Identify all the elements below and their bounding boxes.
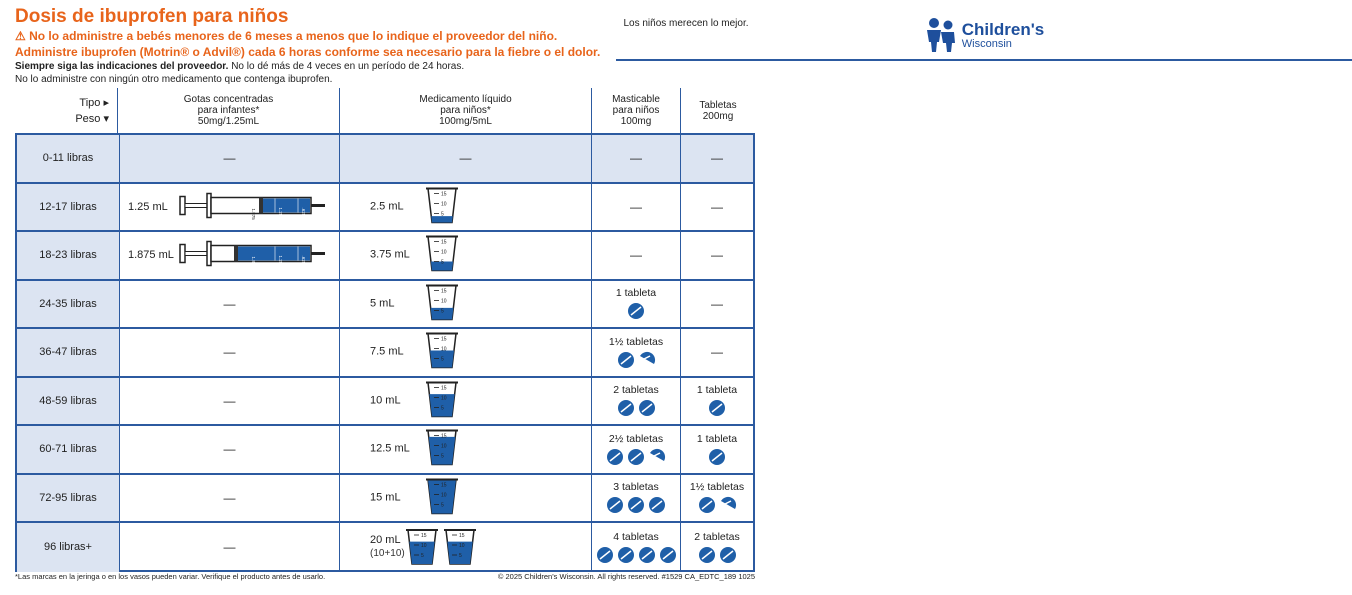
medicine-cup-icon — [405, 527, 439, 567]
drops-dose: 1.25 mL — [128, 200, 168, 213]
drops-cell — [120, 378, 340, 425]
chewable-cell — [592, 232, 681, 279]
weight-cell: 48-59 libras — [17, 378, 120, 425]
svg-text:.625: .625 — [301, 255, 306, 265]
tablet-group — [606, 496, 666, 514]
drops-cell — [120, 329, 340, 376]
chewable-dose: 1½ tabletas — [608, 335, 664, 348]
drops-cell — [120, 184, 340, 231]
warning-line-2: Administre ibuprofen (Motrin® o Advil®) cada 6 horas conforme sea necesario para la fiebre o el dolor. — [15, 45, 601, 59]
medicine-cup-icon — [425, 234, 459, 274]
tablet-icon — [617, 399, 635, 417]
liquid-cell — [340, 475, 592, 522]
tablets-cell — [681, 232, 753, 279]
weight-cell: 96 libras+ — [17, 523, 120, 572]
tablets-dose: 1½ tabletas — [689, 481, 745, 494]
svg-text:10: 10 — [441, 346, 447, 353]
drops-cell — [120, 426, 340, 473]
tablets-dose: 2 tabletas — [694, 530, 740, 543]
medicine-cup-icon — [425, 185, 459, 225]
note-line-2: No lo administre con ningún otro medicamento que contenga ibuprofen. — [15, 74, 333, 85]
brand-name: Children's Wisconsin — [961, 19, 1045, 50]
weight-cell: 60-71 libras — [17, 426, 120, 473]
svg-text:1.875: 1.875 — [251, 208, 256, 220]
medicine-cup-icon — [425, 331, 459, 371]
page-title: Dosis de ibuprofen para niños — [15, 6, 289, 27]
svg-text:15: 15 — [441, 288, 447, 295]
weight-cell: 12-17 libras — [17, 184, 120, 231]
tablet-icon — [708, 448, 726, 466]
table-row — [17, 329, 753, 378]
header-tablets: Tabletas 200mg — [699, 99, 737, 122]
dash: — — [630, 151, 642, 166]
tablet-icon — [648, 496, 666, 514]
weight-cell: 0-11 libras — [17, 135, 120, 182]
tablet-group — [698, 496, 737, 514]
tablet-group — [617, 351, 656, 369]
tablet-group — [698, 546, 737, 564]
chewable-cell — [592, 523, 681, 572]
svg-text:10: 10 — [441, 298, 447, 305]
liquid-dose: 15 mL — [370, 491, 401, 504]
svg-text:5: 5 — [441, 308, 444, 315]
liquid-cell — [340, 426, 592, 473]
dash: — — [711, 296, 723, 311]
chewable-dose: 2½ tabletas — [608, 432, 664, 445]
liquid-dose: 7.5 mL — [370, 345, 404, 358]
liquid-cell — [340, 232, 592, 279]
chewable-cell — [592, 378, 681, 425]
svg-text:10: 10 — [459, 543, 465, 550]
chewable-cell — [592, 135, 681, 182]
svg-text:5: 5 — [441, 259, 444, 266]
dash: — — [223, 442, 236, 457]
svg-text:1.875: 1.875 — [251, 256, 256, 269]
svg-text:5: 5 — [459, 553, 462, 560]
tablets-cell — [681, 475, 753, 522]
tablet-icon — [659, 546, 677, 564]
svg-text:15: 15 — [421, 533, 427, 540]
weight-cell: 18-23 libras — [17, 232, 120, 279]
chewable-dose: 4 tabletas — [613, 530, 659, 543]
tablet-icon — [719, 546, 737, 564]
copyright: © 2025 Children's Wisconsin. All rights reserved. #1529 CA_EDTC_189 1025 — [497, 572, 755, 581]
tablet-icon — [627, 496, 645, 514]
tablet-icon — [708, 399, 726, 417]
svg-text:10: 10 — [441, 395, 447, 402]
svg-text:5: 5 — [441, 405, 444, 412]
svg-text:5: 5 — [441, 356, 444, 363]
type-label: Tipo ▸ — [79, 96, 109, 109]
chewable-cell — [592, 329, 681, 376]
tablet-icon — [698, 496, 716, 514]
drops-cell — [120, 232, 340, 279]
warning-line-1: ⚠ No lo administre a bebés menores de 6 meses a menos que lo indique el proveedor del niño. — [15, 29, 558, 43]
liquid-dose: 10 mL — [370, 394, 401, 407]
svg-text:5: 5 — [421, 553, 424, 560]
tablet-group — [606, 448, 666, 466]
drops-cell — [120, 135, 340, 182]
svg-text:10: 10 — [441, 201, 447, 208]
dash: — — [223, 490, 236, 505]
liquid-cell — [340, 329, 592, 376]
table-row — [17, 426, 753, 475]
footnote: *Las marcas en la jeringa o en los vasos pueden variar. Verifique el producto antes de usarlo. — [15, 572, 326, 581]
medicine-cup-icon — [425, 476, 459, 516]
chewable-dose: 2 tabletas — [613, 384, 659, 397]
medicine-cup-icon — [425, 282, 459, 322]
table-row — [17, 475, 753, 524]
table-header — [15, 88, 755, 133]
svg-text:15: 15 — [441, 482, 447, 489]
header-liquid: Medicamento líquido para niños* 100mg/5mL — [340, 88, 592, 133]
half-tablet-icon — [638, 351, 656, 369]
table-row — [17, 523, 753, 572]
tablet-icon — [606, 496, 624, 514]
dash: — — [711, 151, 723, 166]
medicine-cup-icon — [425, 379, 459, 419]
weight-cell: 72-95 libras — [17, 475, 120, 522]
liquid-cell — [340, 378, 592, 425]
dash: — — [711, 199, 723, 214]
note-rest: No lo dé más de 4 veces en un período de 24 horas. — [228, 61, 465, 72]
brand-tagline: Los niños merecen lo mejor. — [623, 18, 749, 29]
svg-text:1.25: 1.25 — [278, 255, 283, 265]
tablet-icon — [627, 302, 645, 320]
svg-text:1.25: 1.25 — [278, 207, 283, 217]
drops-cell — [120, 475, 340, 522]
tablet-icon — [638, 399, 656, 417]
liquid-cell — [340, 523, 592, 572]
tablet-group — [627, 302, 645, 320]
table-row — [17, 378, 753, 427]
tablet-icon — [617, 546, 635, 564]
tablets-cell — [681, 135, 753, 182]
svg-text:10: 10 — [421, 543, 427, 550]
tablets-cell — [681, 523, 753, 572]
drops-cell — [120, 523, 340, 572]
svg-text:15: 15 — [441, 433, 447, 440]
svg-text:10: 10 — [441, 249, 447, 256]
chewable-dose: 3 tabletas — [613, 481, 659, 494]
medicine-cup-icon — [443, 527, 477, 567]
liquid-cell — [340, 184, 592, 231]
medicine-cup-icon — [425, 428, 459, 468]
svg-text:10: 10 — [441, 443, 447, 450]
table-row — [17, 184, 753, 233]
drops-cell — [120, 281, 340, 328]
tablets-dose: 1 tableta — [696, 432, 738, 445]
header-chewable: Masticable para niños 100mg — [592, 88, 681, 133]
note-bold: Siempre siga las indicaciones del proveedor. — [15, 61, 229, 72]
weight-cell: 24-35 libras — [17, 281, 120, 328]
tablet-icon — [638, 546, 656, 564]
liquid-dose: 2.5 mL — [370, 200, 404, 213]
tablet-icon — [617, 351, 635, 369]
tablet-icon — [698, 546, 716, 564]
oral-syringe-icon — [180, 239, 330, 269]
liquid-dose: 3.75 mL — [370, 248, 410, 261]
liquid-dose: 12.5 mL — [370, 442, 410, 455]
chewable-dose: 1 tableta — [615, 287, 657, 300]
dash: — — [223, 345, 236, 360]
dash: — — [223, 151, 236, 166]
dash: — — [711, 248, 723, 263]
header-drops: Gotas concentradas para infantes* 50mg/1.25mL — [118, 88, 340, 133]
tablets-cell — [681, 329, 753, 376]
tablet-group — [596, 546, 677, 564]
dash: — — [711, 345, 723, 360]
tablet-group — [617, 399, 656, 417]
dash: — — [459, 151, 472, 166]
chewable-cell — [592, 281, 681, 328]
chewable-cell — [592, 426, 681, 473]
dash: — — [223, 393, 236, 408]
dosage-table — [15, 88, 755, 572]
dash: — — [630, 199, 642, 214]
tablets-cell — [681, 426, 753, 473]
svg-text:10: 10 — [441, 492, 447, 499]
liquid-cell — [340, 281, 592, 328]
svg-text:5: 5 — [441, 502, 444, 509]
half-tablet-icon — [648, 448, 666, 466]
tablet-group — [708, 448, 726, 466]
tablets-cell — [681, 184, 753, 231]
drops-dose: 1.875 mL — [128, 249, 174, 262]
tablet-icon — [627, 448, 645, 466]
table-row — [17, 232, 753, 281]
tablet-icon — [606, 448, 624, 466]
weight-cell: 36-47 libras — [17, 329, 120, 376]
chewable-cell — [592, 475, 681, 522]
table-body — [15, 133, 755, 572]
svg-text:15: 15 — [441, 336, 447, 343]
tablets-dose: 1 tableta — [696, 384, 738, 397]
children-silhouette-icon — [924, 17, 958, 53]
svg-text:15: 15 — [459, 533, 465, 540]
oral-syringe-icon — [180, 190, 330, 220]
table-row — [17, 135, 753, 184]
tablets-cell — [681, 378, 753, 425]
svg-text:15: 15 — [441, 239, 447, 246]
header-labels — [15, 88, 118, 133]
svg-text:.625: .625 — [301, 207, 306, 217]
table-row — [17, 281, 753, 330]
liquid-cell — [340, 135, 592, 182]
chewable-cell — [592, 184, 681, 231]
tablets-cell — [681, 281, 753, 328]
svg-text:15: 15 — [441, 385, 447, 392]
liquid-dose: 5 mL — [370, 297, 395, 310]
liquid-dose: 20 mL (10+10) — [370, 534, 405, 560]
dash: — — [223, 296, 236, 311]
header — [15, 6, 625, 86]
dash: — — [630, 248, 642, 263]
dash: — — [223, 540, 236, 555]
svg-text:5: 5 — [441, 453, 444, 460]
half-tablet-icon — [719, 496, 737, 514]
tablet-group — [708, 399, 726, 417]
svg-text:5: 5 — [441, 211, 444, 218]
weight-label: Peso ▾ — [75, 112, 109, 125]
brand-logo — [616, 12, 1045, 50]
svg-text:15: 15 — [441, 191, 447, 198]
tablet-icon — [596, 546, 614, 564]
note-line-1 — [15, 60, 625, 73]
